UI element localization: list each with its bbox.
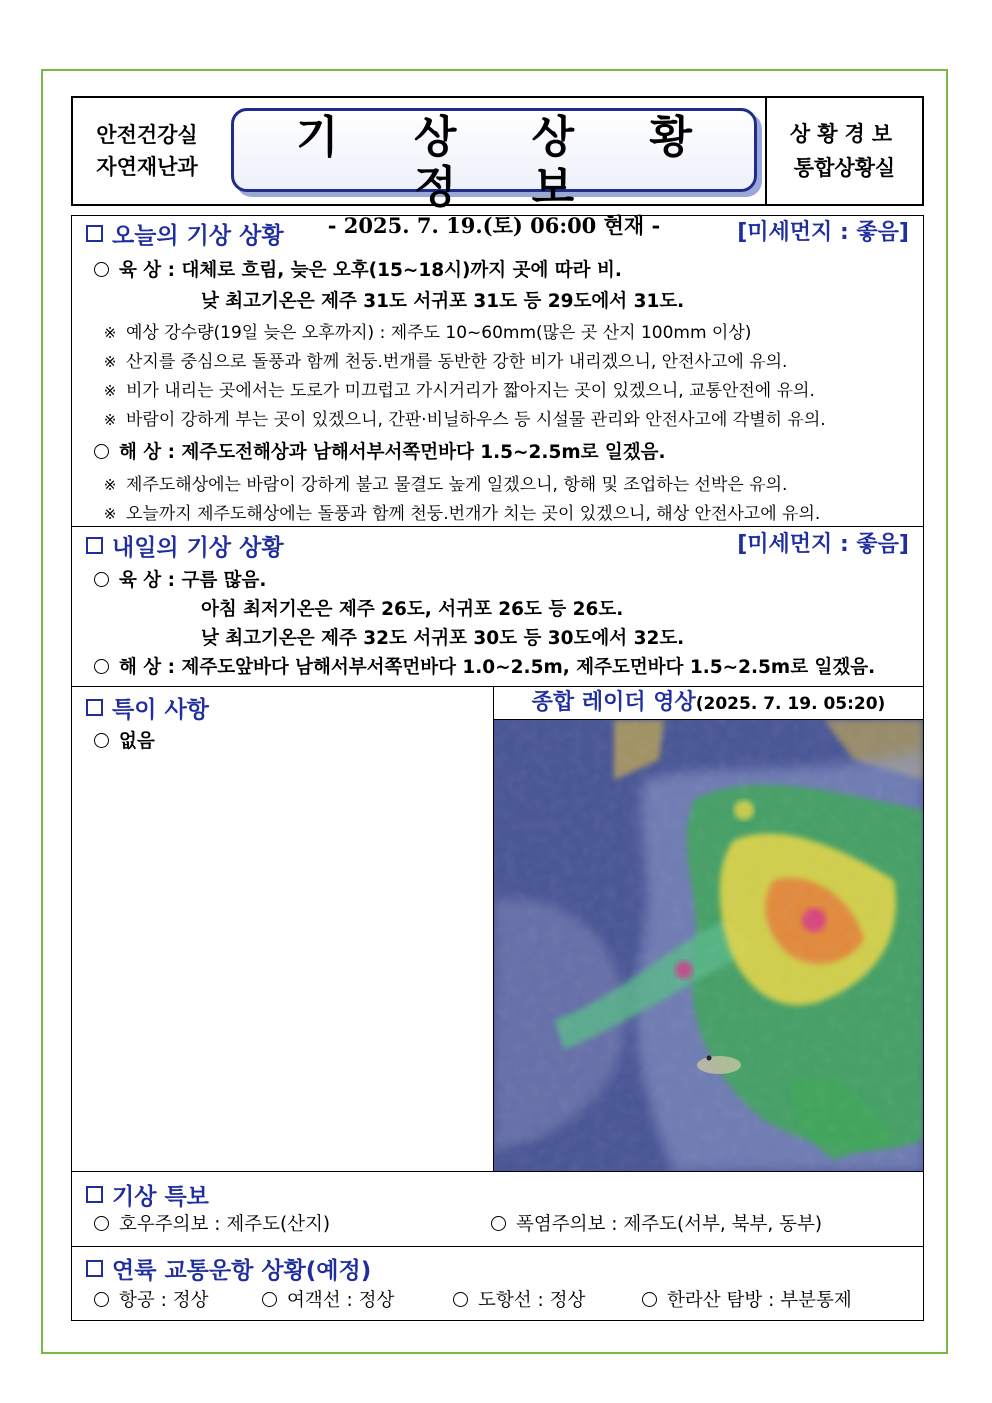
radar-panel: [493, 687, 923, 1171]
department-line-1: 안전건강실: [96, 123, 198, 147]
special-item: [94, 729, 155, 755]
report-datetime: - 2025. 7. 19.(토) 06:00 현재 -: [327, 213, 661, 238]
today-sea-note-1: [100, 472, 787, 498]
circle-bullet-icon: [262, 1292, 277, 1307]
traffic-section: [72, 1247, 923, 1320]
today-note-3: [100, 378, 815, 404]
warnings-title: 기상 특보: [112, 1183, 209, 1210]
tomorrow-dust-status: [미세먼지 : 좋음]: [737, 532, 909, 557]
today-note-4: [100, 407, 826, 433]
special-section-heading: [86, 691, 209, 723]
traffic-item-hallasan: [642, 1288, 852, 1314]
today-section-heading: [86, 217, 284, 249]
traffic-item-ferry: [262, 1288, 394, 1314]
report-title: 기 상 상 황 정 보: [296, 112, 722, 213]
checkbox-square-icon: [86, 537, 103, 554]
today-weather-section: [72, 216, 923, 527]
checkbox-square-icon: [86, 1186, 103, 1203]
today-note-text-3: 비가 내리는 곳에서는 도로가 미끄럽고 가시거리가 짧아지는 곳이 있겠으니, 교통안전에 유의.: [126, 381, 815, 401]
circle-bullet-icon: [94, 1216, 109, 1231]
office-line-2: 통합상황실: [793, 156, 896, 180]
circle-bullet-icon: [94, 262, 109, 277]
today-sea-note-text-2: 오늘까지 제주도해상에는 돌풍과 함께 천둥.번개가 치는 곳이 있겠으니, 해상 안전사고에 유의.: [126, 504, 821, 524]
traffic-item-text-2: 여객선 : 정상: [287, 1290, 395, 1311]
department-label: [73, 98, 221, 204]
office-label: [765, 98, 922, 204]
traffic-item-island-ferry: [453, 1288, 585, 1314]
office-line-1: 상황경보: [789, 122, 900, 146]
tomorrow-section-heading: [86, 529, 284, 561]
special-item-text: 없음: [119, 731, 155, 752]
tomorrow-land-line-2: 아침 최저기온은 제주 26도, 서귀포 26도 등 26도.: [201, 599, 624, 620]
traffic-item-text-3: 도항선 : 정상: [478, 1290, 586, 1311]
checkbox-square-icon: [86, 1260, 103, 1277]
today-note-text-2: 산지를 중심으로 돌풍과 함께 천둥.번개를 동반한 강한 비가 내리겠으니, 안전사고에 유의.: [126, 352, 788, 372]
circle-bullet-icon: [94, 572, 109, 587]
tomorrow-land-text-1: 육 상 : 구름 많음.: [119, 570, 267, 591]
warnings-section-heading: [86, 1178, 209, 1210]
traffic-title: 연륙 교통운항 상황(예정): [112, 1257, 372, 1284]
checkbox-square-icon: [86, 225, 103, 242]
today-note-text-1: 예상 강수량(19일 늦은 오후까지) : 제주도 10~60mm(많은 곳 산지 100mm 이상): [126, 323, 752, 343]
note-mark-icon: ※: [103, 505, 117, 523]
note-mark-icon: ※: [103, 353, 117, 371]
circle-bullet-icon: [94, 659, 109, 674]
note-mark-icon: ※: [103, 476, 117, 494]
note-mark-icon: ※: [103, 411, 117, 429]
note-mark-icon: ※: [103, 324, 117, 342]
weather-warnings-section: [72, 1172, 923, 1247]
circle-bullet-icon: [94, 1292, 109, 1307]
traffic-section-heading: [86, 1252, 371, 1284]
today-sea-note-2: [100, 501, 820, 527]
circle-bullet-icon: [453, 1292, 468, 1307]
department-line-2: 자연재난과: [96, 155, 198, 179]
tomorrow-sea-text: 해 상 : 제주도앞바다 남해서부서쪽먼바다 1.0~2.5m, 제주도먼바다 1.5~2.5m로 일겠음.: [119, 657, 876, 678]
circle-bullet-icon: [642, 1292, 657, 1307]
tomorrow-sea-line: [94, 655, 875, 681]
traffic-item-text-4: 한라산 탐방 : 부분통제: [667, 1290, 852, 1311]
today-sea-line: [94, 440, 666, 466]
warning-item-2: [491, 1212, 822, 1238]
today-land-line-1: [94, 258, 622, 284]
tomorrow-land-line-1: [94, 568, 266, 594]
special-notes-section: [72, 687, 923, 1172]
radar-title-bar: [494, 687, 923, 720]
today-dust-status: [미세먼지 : 좋음]: [737, 220, 909, 245]
today-title: 오늘의 기상 상황: [112, 222, 284, 249]
radar-image: [494, 720, 923, 1171]
traffic-item-air: [94, 1288, 208, 1314]
today-land-line-2: 낮 최고기온은 제주 31도 서귀포 31도 등 29도에서 31도.: [201, 291, 685, 312]
checkbox-square-icon: [86, 699, 103, 716]
tomorrow-land-line-3: 낮 최고기온은 제주 32도 서귀포 30도 등 30도에서 32도.: [201, 628, 685, 649]
today-sea-text: 해 상 : 제주도전해상과 남해서부서쪽먼바다 1.5~2.5m로 일겠음.: [119, 442, 666, 463]
title-box: [231, 108, 757, 238]
note-mark-icon: ※: [103, 382, 117, 400]
warning-item-1: [94, 1212, 330, 1238]
today-land-text-1: 육 상 : 대체로 흐림, 늦은 오후(15~18시)까지 곳에 따라 비.: [119, 260, 622, 281]
circle-bullet-icon: [94, 444, 109, 459]
today-sea-note-text-1: 제주도해상에는 바람이 강하게 불고 물결도 높게 일겠으니, 항해 및 조업하는 선박은 유의.: [126, 475, 788, 495]
warning-item-text-1: 호우주의보 : 제주도(산지): [119, 1214, 331, 1235]
warning-item-text-2: 폭염주의보 : 제주도(서부, 북부, 동부): [516, 1214, 823, 1235]
radar-title: 종합 레이더 영상: [531, 690, 696, 715]
tomorrow-weather-section: [72, 527, 923, 687]
today-note-2: [100, 349, 787, 375]
today-note-text-4: 바람이 강하게 부는 곳이 있겠으니, 간판·비닐하우스 등 시설물 관리와 안전사고에 각별히 유의.: [126, 410, 826, 430]
circle-bullet-icon: [491, 1216, 506, 1231]
radar-datetime: (2025. 7. 19. 05:20): [695, 694, 886, 714]
today-note-1: [100, 320, 751, 346]
circle-bullet-icon: [94, 733, 109, 748]
special-title: 특이 사항: [112, 696, 209, 723]
report-body: [71, 215, 924, 1321]
traffic-item-text-1: 항공 : 정상: [119, 1290, 209, 1311]
tomorrow-title: 내일의 기상 상황: [112, 534, 284, 561]
